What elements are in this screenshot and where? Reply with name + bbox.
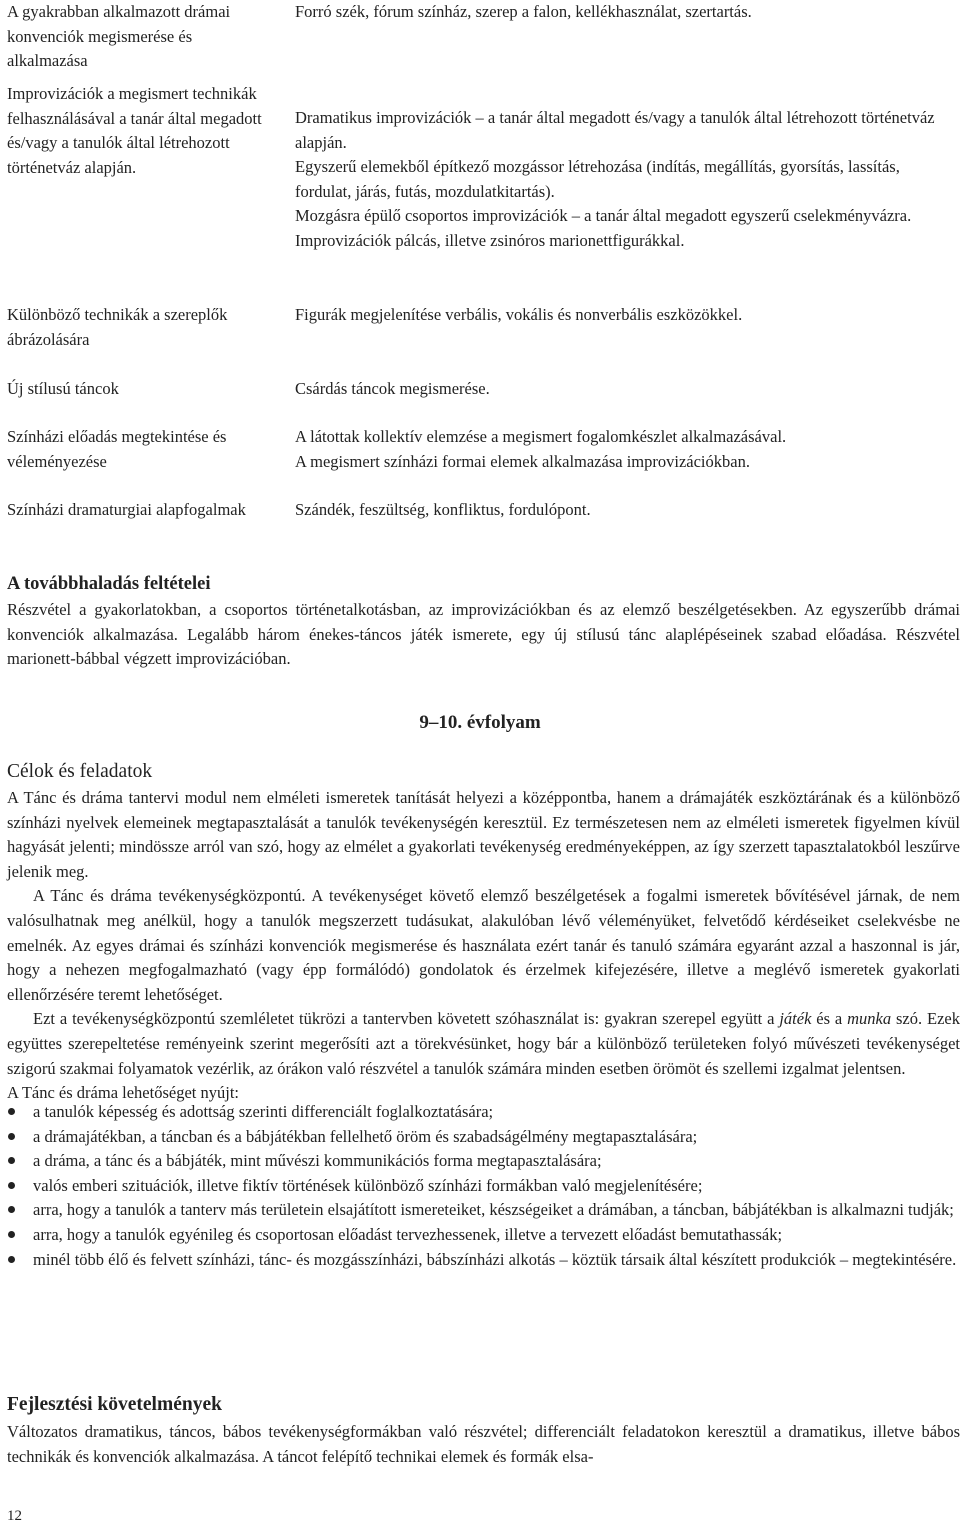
bullet-icon	[8, 1231, 15, 1238]
bullet-icon	[8, 1157, 15, 1164]
activity-cell	[295, 425, 955, 474]
bullet-icon	[8, 1182, 15, 1189]
activity-line: Improvizációk pálcás, illetve zsinóros marionettfigurákkal.	[295, 230, 685, 250]
grade-heading: 9–10. évfolyam	[419, 712, 541, 733]
activity-cell	[295, 106, 955, 254]
activity-line: Csárdás táncok megismerése.	[295, 379, 490, 398]
section-heading: Fejlesztési követelmények	[7, 1394, 222, 1415]
activity-line: A megismert színházi formai elemek alkalmazása improvizációkban.	[295, 451, 750, 471]
list-item: a dráma, a tánc és a bábjáték, mint művészi kommunikációs forma megtapasztalására;	[7, 1149, 960, 1174]
paragraph: A Tánc és dráma tevékenységközpontú. A tevékenységet követő elemző beszélgetések a fogalmi ismeretek bővítésével járnak, de nem valósulhatnak meg anélkül, hogy a tanulók megszerzett tudásukat, alakulóban lévő véleményüket, felvetődő kérdéseiket cselekvésbe ne emelnék. Az egyes drámai és színházi konvenciók megismerése és használata ezért tanár és tanuló számára egyaránt azzal a haszonnal is jár, hogy a nehezen megfogalmazható (vagy épp formálódó) gondolatok és érzelmek kifejezésére, illetve a meglévő ismeretek gyakorlati ellenőrzésére teremt lehetőséget.	[7, 886, 960, 1004]
topic-cell: A gyakrabban alkalmazott drámai konvenciók megismerése és alkalmazása	[7, 2, 231, 71]
list-item: valós emberi szituációk, illetve fiktív történések különböző színházi formákban való megjelenítésére;	[7, 1174, 960, 1199]
activity-line: Forró szék, fórum színház, szerep a falon, kellékhasználat, szertartás.	[295, 2, 752, 21]
section-heading: A továbbhaladás feltételei	[7, 574, 211, 594]
activity-line: Egyszerű elemekből építkező mozgássor létrehozása (indítás, megállítás, gyorsítás, lassítás, fordulat, járás, futás, mozdulatkitartás).	[295, 157, 900, 201]
topic-cell: Színházi dramaturgiai alapfogalmak	[7, 500, 246, 519]
activity-line: Szándék, feszültség, konfliktus, fordulópont.	[295, 500, 591, 519]
topic-cell: Improvizációk a megismert technikák felhasználásával a tanár által megadott és/vagy a tanulók által létrehozott történetváz alapján.	[7, 84, 262, 177]
list-item: minél több élő és felvett színházi, tánc- és mozgásszínházi, bábszínházi alkotás – köztük társaik által készített produkciók – megtekintésére.	[7, 1248, 960, 1273]
list-item: arra, hogy a tanulók egyénileg és csoportosan előadást tervezhessenek, illetve a tervezett előadást bemutathassák;	[7, 1223, 960, 1248]
activity-cell	[295, 0, 955, 25]
bullet-icon	[8, 1133, 15, 1140]
bullet-list	[7, 1100, 960, 1272]
activity-line: Mozgásra épülő csoportos improvizációk – a tanár által megadott egyszerű cselekményvázra.	[295, 206, 912, 226]
list-item: a drámajátékban, a táncban és a bábjátékban fellelhető öröm és szabadságélmény megtapasztalására;	[7, 1125, 960, 1150]
activity-cell	[295, 377, 955, 402]
paragraph: Változatos dramatikus, táncos, bábos tevékenységformákban való részvétel; differenciált feladatokon keresztül a dramatikus, illetve bábos technikák és konvenciók alkalmazása. A táncot felépítő technikai elemek és formák elsa-	[7, 1422, 960, 1466]
activity-line: Figurák megjelenítése verbális, vokális és nonverbális eszközökkel.	[295, 305, 743, 324]
bullet-icon	[8, 1108, 15, 1115]
topic-cell: Színházi előadás megtekintése és véleményezése	[7, 427, 227, 471]
activity-line: Dramatikus improvizációk – a tanár által megadott és/vagy a tanulók által létrehozott történetváz alapján.	[295, 108, 935, 152]
activity-cell	[295, 303, 955, 328]
activity-line: A látottak kollektív elemzése a megismert fogalomkészlet alkalmazásával.	[295, 427, 787, 446]
topic-cell: Új stílusú táncok	[7, 379, 119, 398]
paragraph: Részvétel a gyakorlatokban, a csoportos történetalkotásban, az improvizációkban és az elemző beszélgetésekben. Az egyszerűbb drámai konvenciók alkalmazása. Legalább három énekes-táncos játék ismerete, egy új stílusú tánc alaplépéseinek szabad előadása. Részvétel marionett-bábbal végzett improvizációban.	[7, 600, 960, 669]
list-item: a tanulók képesség és adottság szerinti differenciált foglalkoztatására;	[7, 1100, 960, 1125]
list-item: arra, hogy a tanulók a tanterv más területein elsajátított ismereteiket, készségeiket a drámában, a táncban, bábjátékban is alkalmazni tudják;	[7, 1198, 960, 1223]
page-number: 12	[7, 1508, 22, 1524]
section-heading: Célok és feladatok	[7, 761, 153, 782]
paragraph: Ezt a tevékenységközpontú szemléletet tükrözi a tantervben követett szóhasználat is: gyakran szerepel együtt a játék és a munka szó. Ezek együttes szerepeltetése reményeink szerint megerősíti azt a törekvésünket, hogy bár a különböző területeken folyó művészeti tevékenységet szigorú szakmai folyamatok vezérlik, az órákon való részvétel a tanulók számára minden esetben örömöt és szellemi izgalmat jelentsen.	[7, 1009, 960, 1078]
activity-cell	[295, 498, 955, 523]
paragraph: A Tánc és dráma lehetőséget nyújt:	[7, 1083, 239, 1103]
bullet-icon	[8, 1256, 15, 1263]
topic-cell: Különböző technikák a szereplők ábrázolására	[7, 305, 228, 349]
body-text	[7, 786, 960, 1106]
bullet-icon	[8, 1206, 15, 1213]
paragraph: A Tánc és dráma tantervi modul nem elméleti ismeretek tanítását helyezi a középpontba, hanem a drámajáték eszköztárának és a különböző színházi nyelvek elemeinek megtapasztalását a tanulók tevékenységén keresztül. Ez természetesen nem az elméleti ismeretek figyelmen kívül hagyását jelenti; mindössze arról van szó, hogy az elmélet a gyakorlati tevékenység eredményeképpen, az így szerzett tapasztalatokból leszűrve jelenik meg.	[7, 788, 960, 881]
